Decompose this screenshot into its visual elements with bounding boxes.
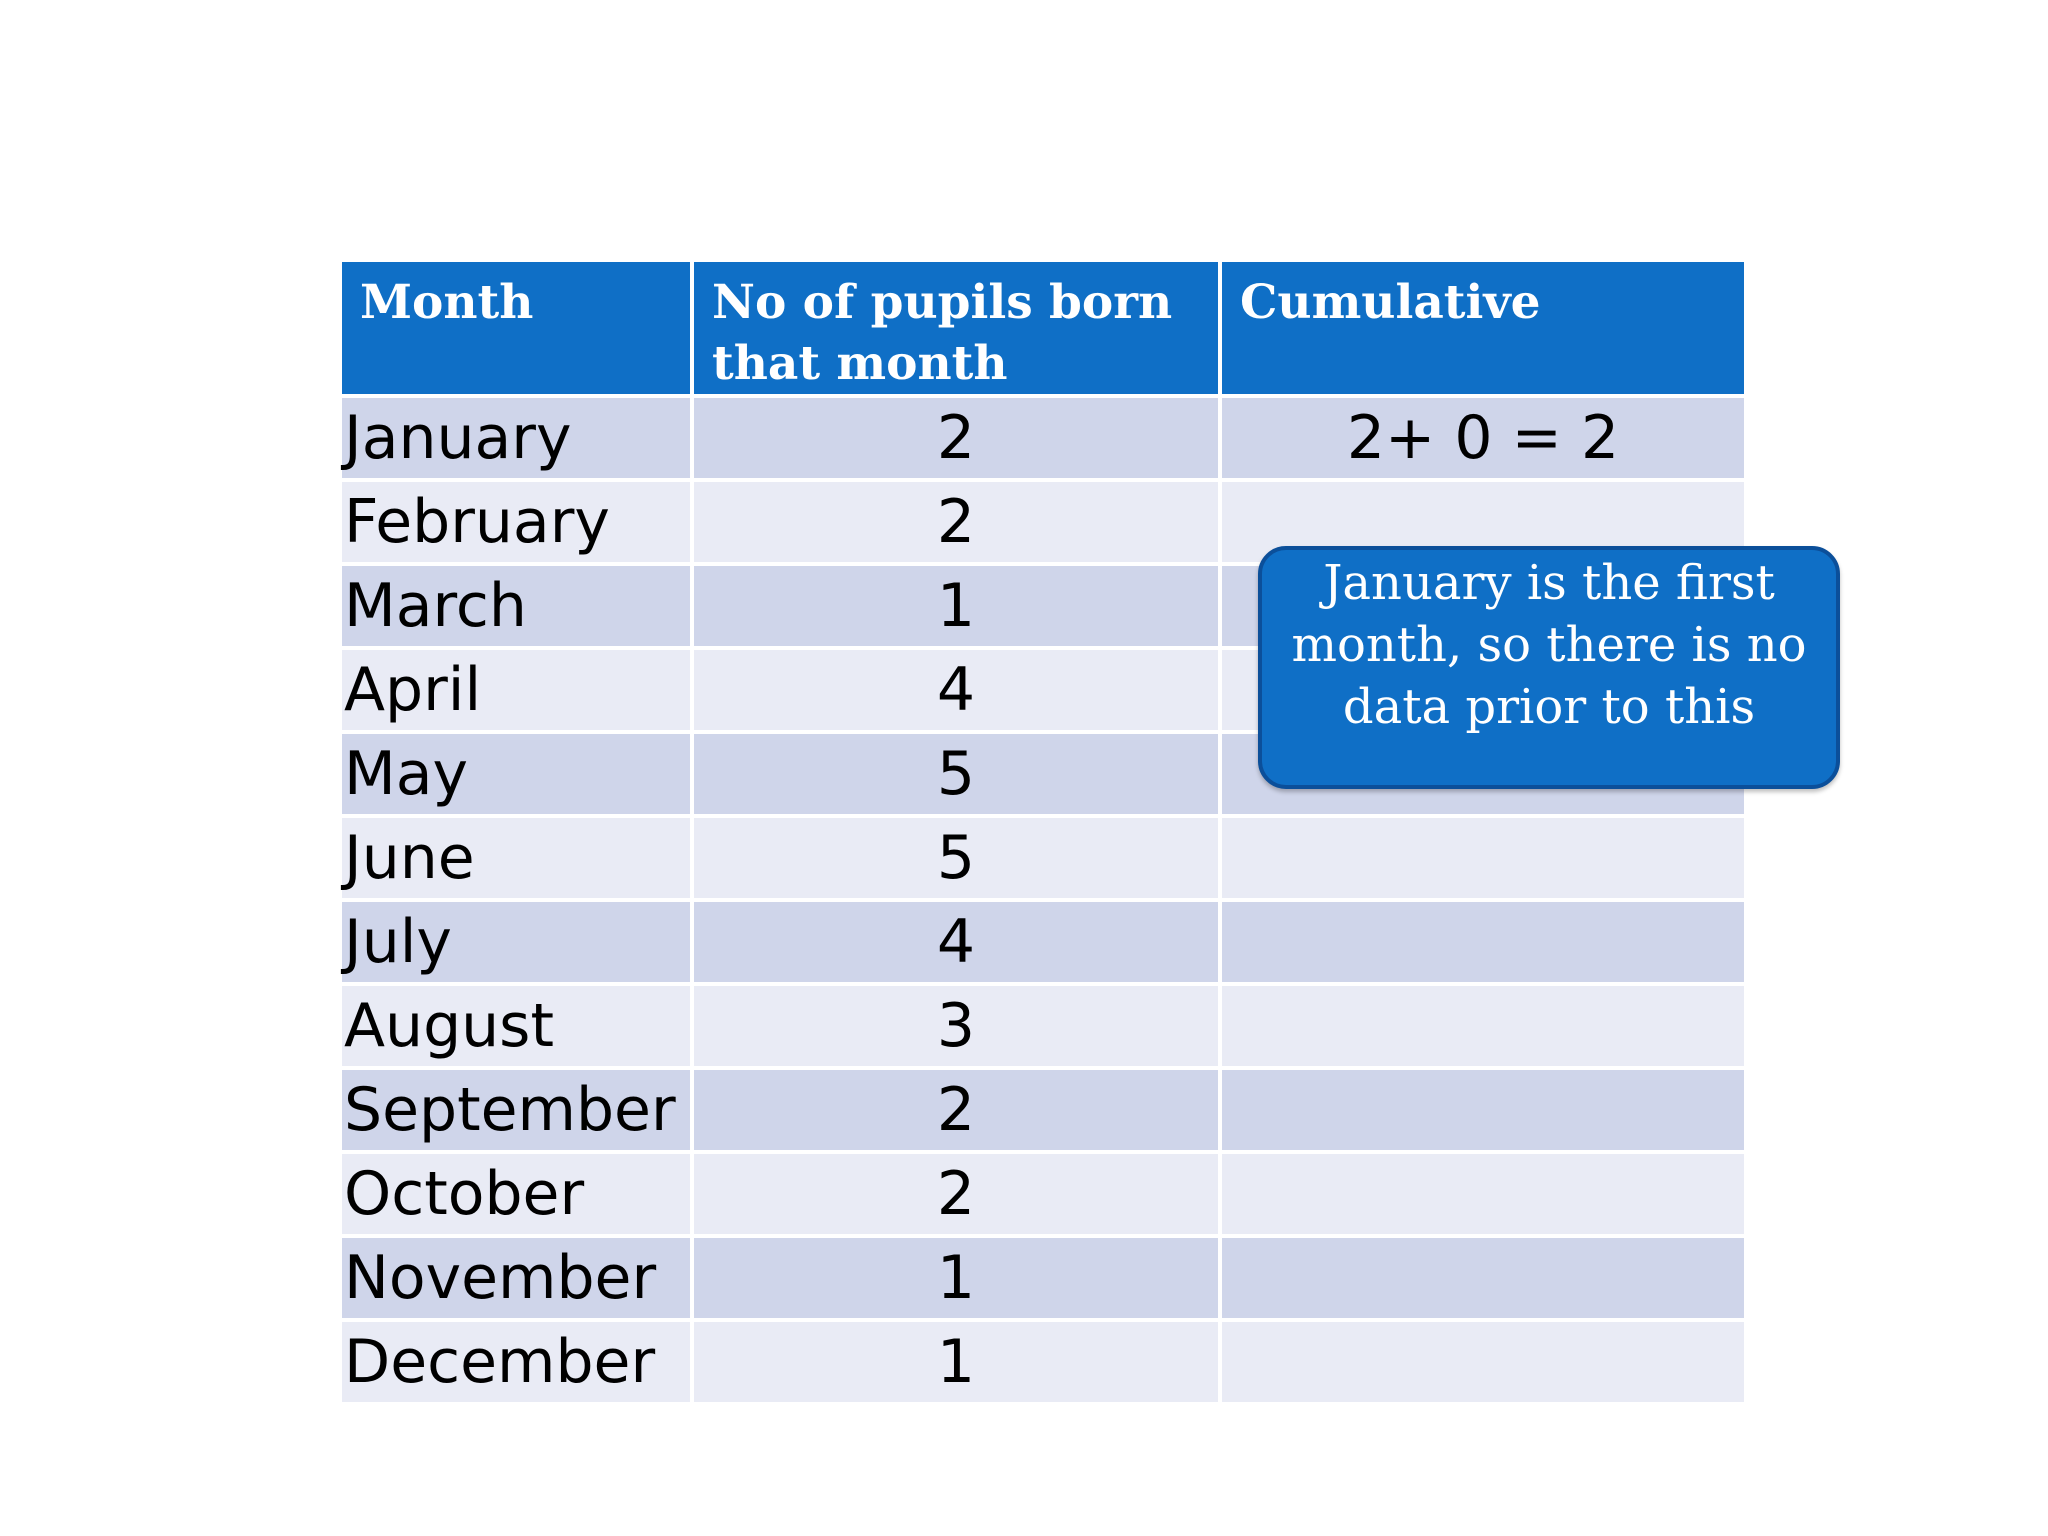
count-cell: 3 (692, 984, 1220, 1068)
month-cell: February (340, 480, 692, 564)
month-cell: November (340, 1236, 692, 1320)
count-cell: 1 (692, 1320, 1220, 1404)
header-cumulative: Cumulative (1220, 260, 1746, 396)
table-row (340, 1320, 1746, 1404)
count-cell: 4 (692, 900, 1220, 984)
header-pupil-count: No of pupils born that month (692, 260, 1220, 396)
table-row (340, 984, 1746, 1068)
month-cell: April (340, 648, 692, 732)
count-cell: 5 (692, 732, 1220, 816)
count-cell: 1 (692, 564, 1220, 648)
month-cell: September (340, 1068, 692, 1152)
explanation-callout: January is the first month, so there is no data prior to this (1258, 546, 1840, 789)
cumulative-cell (1220, 984, 1746, 1068)
table-row (340, 1068, 1746, 1152)
table-row (340, 816, 1746, 900)
count-cell: 1 (692, 1236, 1220, 1320)
cumulative-cell (1220, 1320, 1746, 1404)
month-cell: July (340, 900, 692, 984)
month-cell: October (340, 1152, 692, 1236)
birth-month-table (338, 258, 1748, 1406)
month-cell: December (340, 1320, 692, 1404)
cumulative-cell (1220, 1152, 1746, 1236)
cumulative-cell (1220, 816, 1746, 900)
table-row (340, 1236, 1746, 1320)
count-cell: 2 (692, 1068, 1220, 1152)
month-cell: January (340, 396, 692, 480)
count-cell: 4 (692, 648, 1220, 732)
table-row (340, 396, 1746, 480)
month-cell: June (340, 816, 692, 900)
month-cell: August (340, 984, 692, 1068)
month-cell: March (340, 564, 692, 648)
cumulative-cell: 2+ 0 = 2 (1220, 396, 1746, 480)
count-cell: 5 (692, 816, 1220, 900)
cumulative-cell (1220, 1236, 1746, 1320)
cumulative-cell (1220, 1068, 1746, 1152)
header-month: Month (340, 260, 692, 396)
table-header-row (340, 260, 1746, 396)
count-cell: 2 (692, 480, 1220, 564)
count-cell: 2 (692, 1152, 1220, 1236)
table-row (340, 1152, 1746, 1236)
month-cell: May (340, 732, 692, 816)
cumulative-cell (1220, 900, 1746, 984)
count-cell: 2 (692, 396, 1220, 480)
table-row (340, 900, 1746, 984)
